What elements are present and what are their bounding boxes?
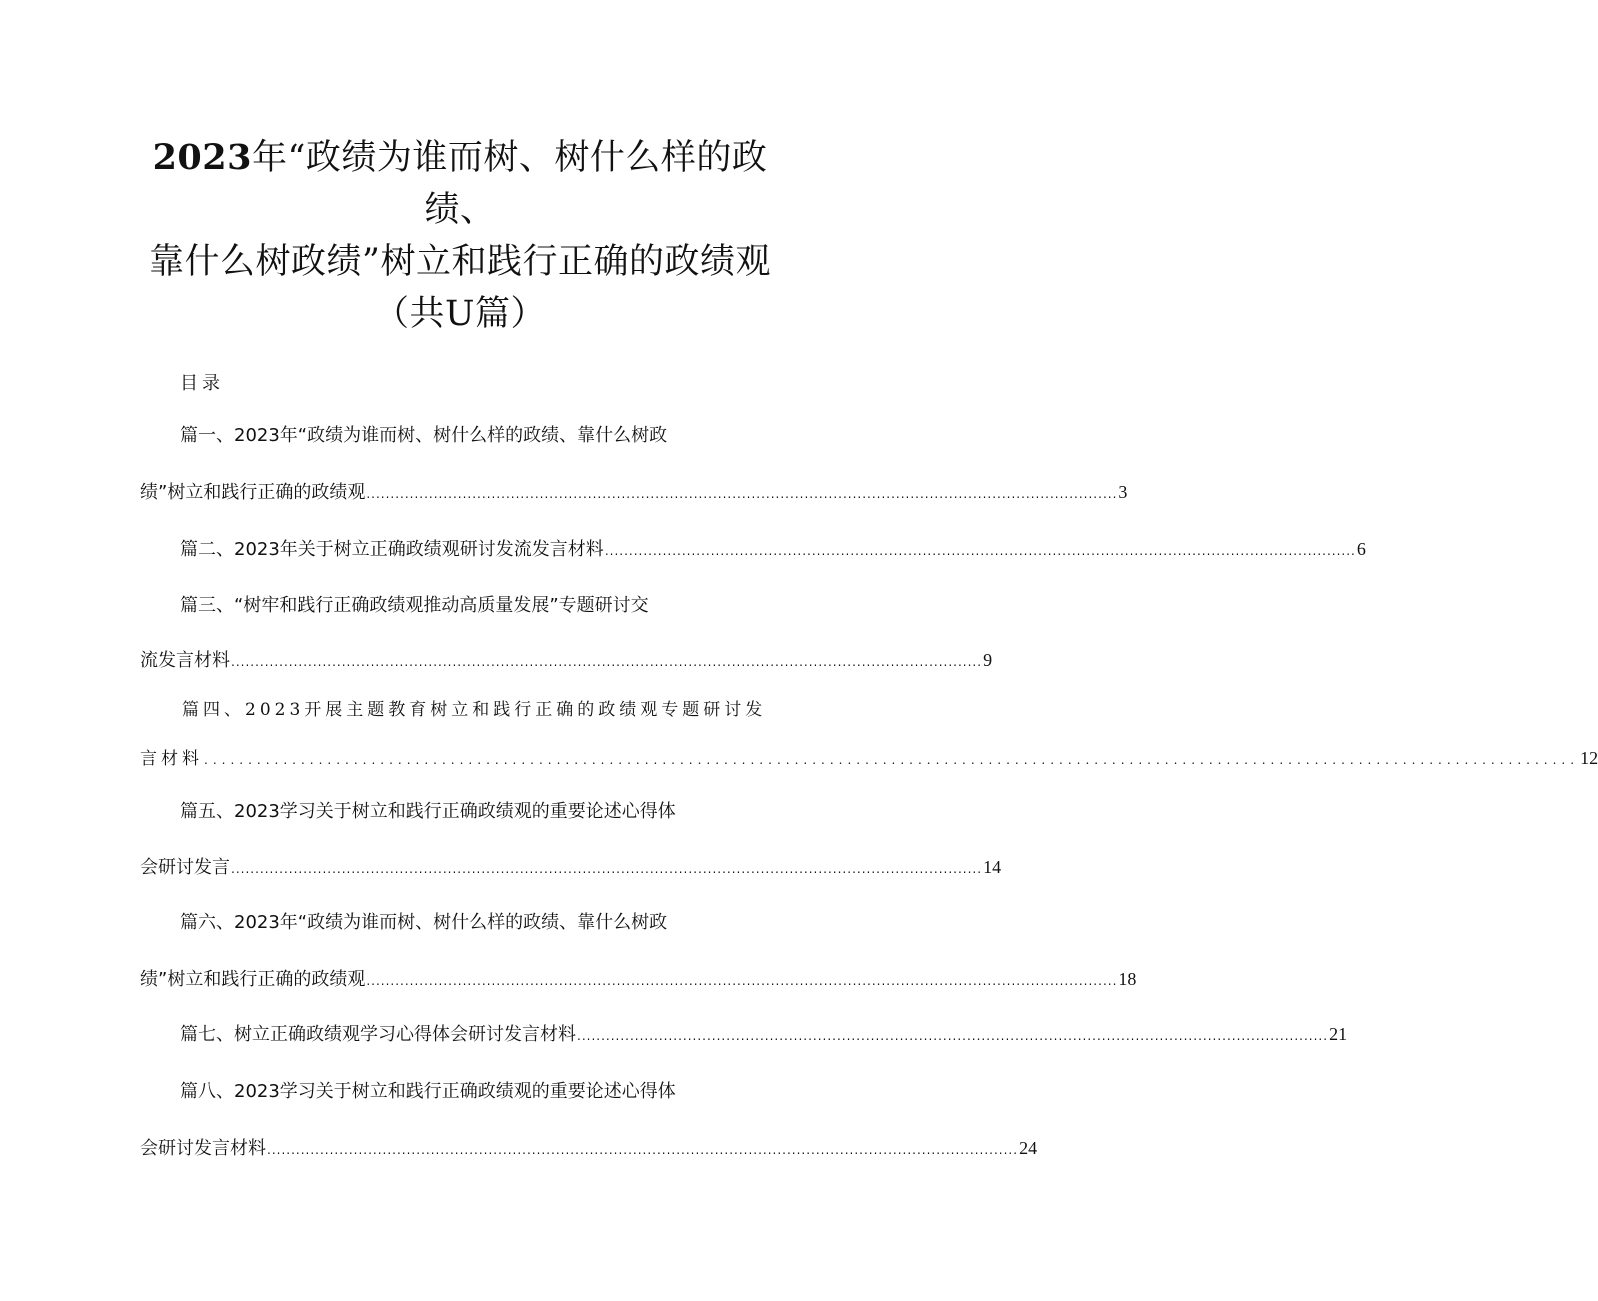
toc-page-number: 14 [983,857,1002,877]
toc-entry-2-line-1[interactable] [180,535,1366,561]
toc-page-number: 9 [983,650,993,670]
toc-entry-6-line-2[interactable] [140,965,1137,991]
toc-entry-title: 篇三、“树牢和践行正确政绩观推动高质量发展”专题研讨交 [180,595,649,616]
toc-label: 目录 [180,373,224,394]
toc-entry-title: 篇七、树立正确政绩观学习心得体会研讨发言材料 [180,1024,576,1045]
toc-entry-title: 言材料 [140,749,203,769]
toc-entry-title: 篇八、2023学习关于树立和践行正确政绩观的重要论述心得体 [180,1081,676,1102]
toc-entry-4-line-2[interactable] [140,744,1598,769]
toc-entry-title: 流发言材料 [140,650,230,671]
leader-dots: ............................................................................................................................................................ [231,862,983,876]
toc-page-number: 21 [1329,1024,1348,1044]
toc-entry-1-line-1[interactable] [180,421,780,447]
toc-entry-title: 篇一、2023年“政绩为谁而树、树什么样的政绩、靠什么树政 [180,425,668,446]
toc-entry-4-line-1[interactable] [182,695,780,720]
toc-page-number: 3 [1118,482,1128,502]
toc-entry-8-line-2[interactable] [140,1134,1038,1160]
toc-page-number: 6 [1356,539,1366,559]
document-title [0,132,920,340]
toc-entry-3-line-2[interactable] [140,646,993,672]
leader-dots: ............................................................................................................................................................ [577,1029,1329,1043]
toc-entry-1-line-2[interactable] [140,478,1128,504]
leader-dots: ............................................................................................................................................................ [204,753,1580,767]
toc-entry-title: 篇四、2023开展主题教育树立和践行正确的政绩观专题研讨发 [182,700,767,720]
title-line-3: 靠什么树政绩”树立和践行正确的政绩观 [149,242,771,282]
leader-dots: ............................................................................................................................................................ [604,544,1356,558]
leader-dots: ............................................................................................................................................................ [366,487,1118,501]
toc-entry-3-line-1[interactable] [180,591,780,617]
toc-page-number: 12 [1580,748,1598,768]
toc-entry-title: 篇六、2023年“政绩为谁而树、树什么样的政绩、靠什么树政 [180,912,668,933]
leader-dots: ............................................................................................................................................................ [366,974,1118,988]
title-line-4: （共U篇） [374,294,546,334]
title-line-2: 绩、 [424,190,496,230]
toc-entry-title: 绩”树立和践行正确的政绩观 [140,969,366,990]
title-line-1: 2023年“政绩为谁而树、树什么样的政 [152,137,768,178]
toc-entry-8-line-1[interactable] [180,1077,780,1103]
toc-entry-title: 篇二、2023年关于树立正确政绩观研讨发流发言材料 [180,539,604,560]
toc-page-number: 18 [1118,969,1137,989]
toc-entry-7-line-1[interactable] [180,1020,1348,1046]
toc-entry-6-line-1[interactable] [180,908,780,934]
toc-entry-title: 会研讨发言 [140,857,230,878]
toc-entry-5-line-1[interactable] [180,797,780,823]
leader-dots: ............................................................................................................................................................ [267,1143,1019,1157]
toc-entry-title: 会研讨发言材料 [140,1138,266,1159]
toc-entry-title: 篇五、2023学习关于树立和践行正确政绩观的重要论述心得体 [180,801,676,822]
leader-dots: ............................................................................................................................................................ [231,655,983,669]
toc-entry-title: 绩”树立和践行正确的政绩观 [140,482,366,503]
toc-page-number: 24 [1019,1138,1038,1158]
toc-entry-5-line-2[interactable] [140,853,1002,879]
